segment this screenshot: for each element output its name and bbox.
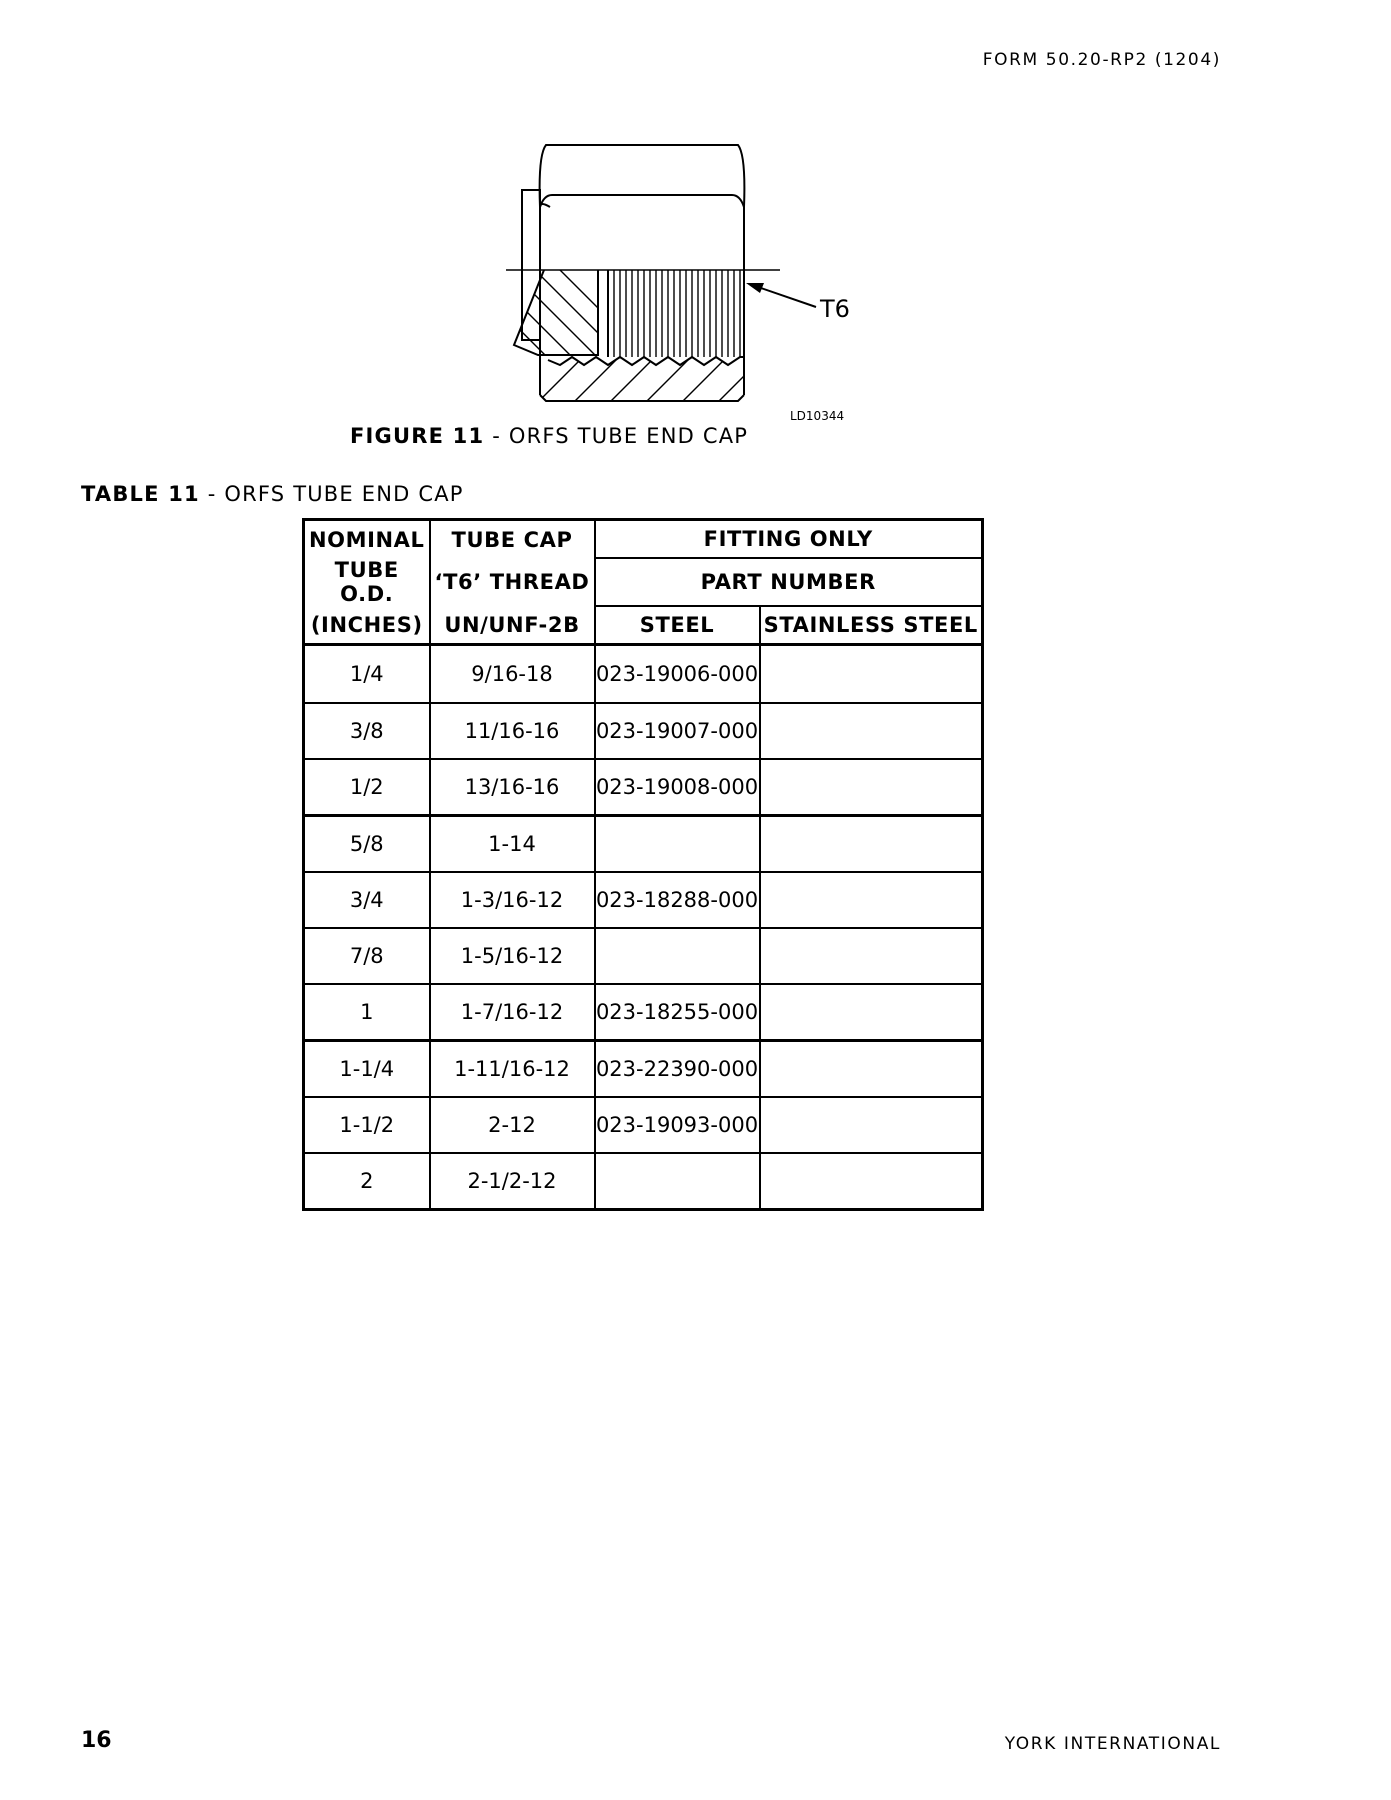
table-row: [304, 1153, 983, 1210]
table-row: [304, 928, 983, 984]
cell-thread: 2-12: [430, 1097, 595, 1153]
cell-stainless: [760, 1097, 983, 1153]
table-row: [304, 1040, 983, 1097]
cell-thread: 13/16-16: [430, 759, 595, 816]
cell-stainless: [760, 1040, 983, 1097]
figure-caption-text: - ORFS TUBE END CAP: [484, 424, 749, 448]
header-t6-thread: ‘T6’ THREAD: [430, 558, 595, 606]
header-inches: (INCHES): [304, 606, 430, 645]
header-steel: STEEL: [595, 606, 760, 645]
table-row: [304, 984, 983, 1041]
cell-thread: 9/16-18: [430, 645, 595, 703]
cell-tube-od: 1-1/2: [304, 1097, 430, 1153]
cell-tube-od: 3/4: [304, 872, 430, 928]
tube-end-cap-drawing: [490, 135, 880, 423]
cell-steel: [595, 928, 760, 984]
table-row: [304, 1097, 983, 1153]
cell-steel: 023-19093-000: [595, 1097, 760, 1153]
cell-stainless: [760, 759, 983, 816]
cell-stainless: [760, 872, 983, 928]
header-tube-cap: TUBE CAP: [430, 520, 595, 559]
header-fitting-only: FITTING ONLY: [595, 520, 983, 559]
cell-steel: 023-22390-000: [595, 1040, 760, 1097]
header-un-unf: UN/UNF-2B: [430, 606, 595, 645]
cell-stainless: [760, 703, 983, 759]
cell-thread: 11/16-16: [430, 703, 595, 759]
form-number: FORM 50.20-RP2 (1204): [982, 50, 1221, 70]
cell-tube-od: 1/4: [304, 645, 430, 703]
cell-tube-od: 1-1/4: [304, 1040, 430, 1097]
table-row: [304, 703, 983, 759]
cell-stainless: [760, 984, 983, 1041]
cell-tube-od: 2: [304, 1153, 430, 1210]
header-stainless-steel: STAINLESS STEEL: [760, 606, 983, 645]
tube-end-cap-figure: [490, 135, 880, 423]
cell-steel: 023-19008-000: [595, 759, 760, 816]
drawing-id: LD10344: [790, 409, 845, 423]
table-row: [304, 872, 983, 928]
company-name: YORK INTERNATIONAL: [1004, 1734, 1221, 1754]
page-number: 16: [81, 1728, 112, 1753]
table-caption-number: TABLE 11: [81, 482, 200, 506]
cell-thread: 1-7/16-12: [430, 984, 595, 1041]
cell-thread: 1-11/16-12: [430, 1040, 595, 1097]
thread-callout-label: T6: [820, 295, 850, 323]
cell-steel: 023-18255-000: [595, 984, 760, 1041]
cell-stainless: [760, 928, 983, 984]
header-part-number: PART NUMBER: [595, 558, 983, 606]
table-row: [304, 645, 983, 703]
cell-tube-od: 7/8: [304, 928, 430, 984]
cell-steel: [595, 815, 760, 872]
header-nominal: NOMINAL: [304, 520, 430, 559]
table-caption-text: - ORFS TUBE END CAP: [199, 482, 464, 506]
cell-tube-od: 1/2: [304, 759, 430, 816]
cell-stainless: [760, 815, 983, 872]
cell-tube-od: 3/8: [304, 703, 430, 759]
cell-thread: 1-5/16-12: [430, 928, 595, 984]
cell-thread: 1-3/16-12: [430, 872, 595, 928]
table-caption: [81, 482, 464, 506]
table-row: [304, 815, 983, 872]
cell-thread: 1-14: [430, 815, 595, 872]
figure-caption-number: FIGURE 11: [350, 424, 485, 448]
cell-stainless: [760, 645, 983, 703]
cell-tube-od: 1: [304, 984, 430, 1041]
cell-steel: 023-19007-000: [595, 703, 760, 759]
cell-thread: 2-1/2-12: [430, 1153, 595, 1210]
cell-tube-od: 5/8: [304, 815, 430, 872]
header-tube-od: TUBE O.D.: [304, 558, 430, 606]
cell-steel: 023-19006-000: [595, 645, 760, 703]
parts-table: [302, 518, 984, 1211]
figure-caption: [350, 424, 748, 448]
cell-steel: 023-18288-000: [595, 872, 760, 928]
cell-stainless: [760, 1153, 983, 1210]
table-row: [304, 759, 983, 816]
cell-steel: [595, 1153, 760, 1210]
